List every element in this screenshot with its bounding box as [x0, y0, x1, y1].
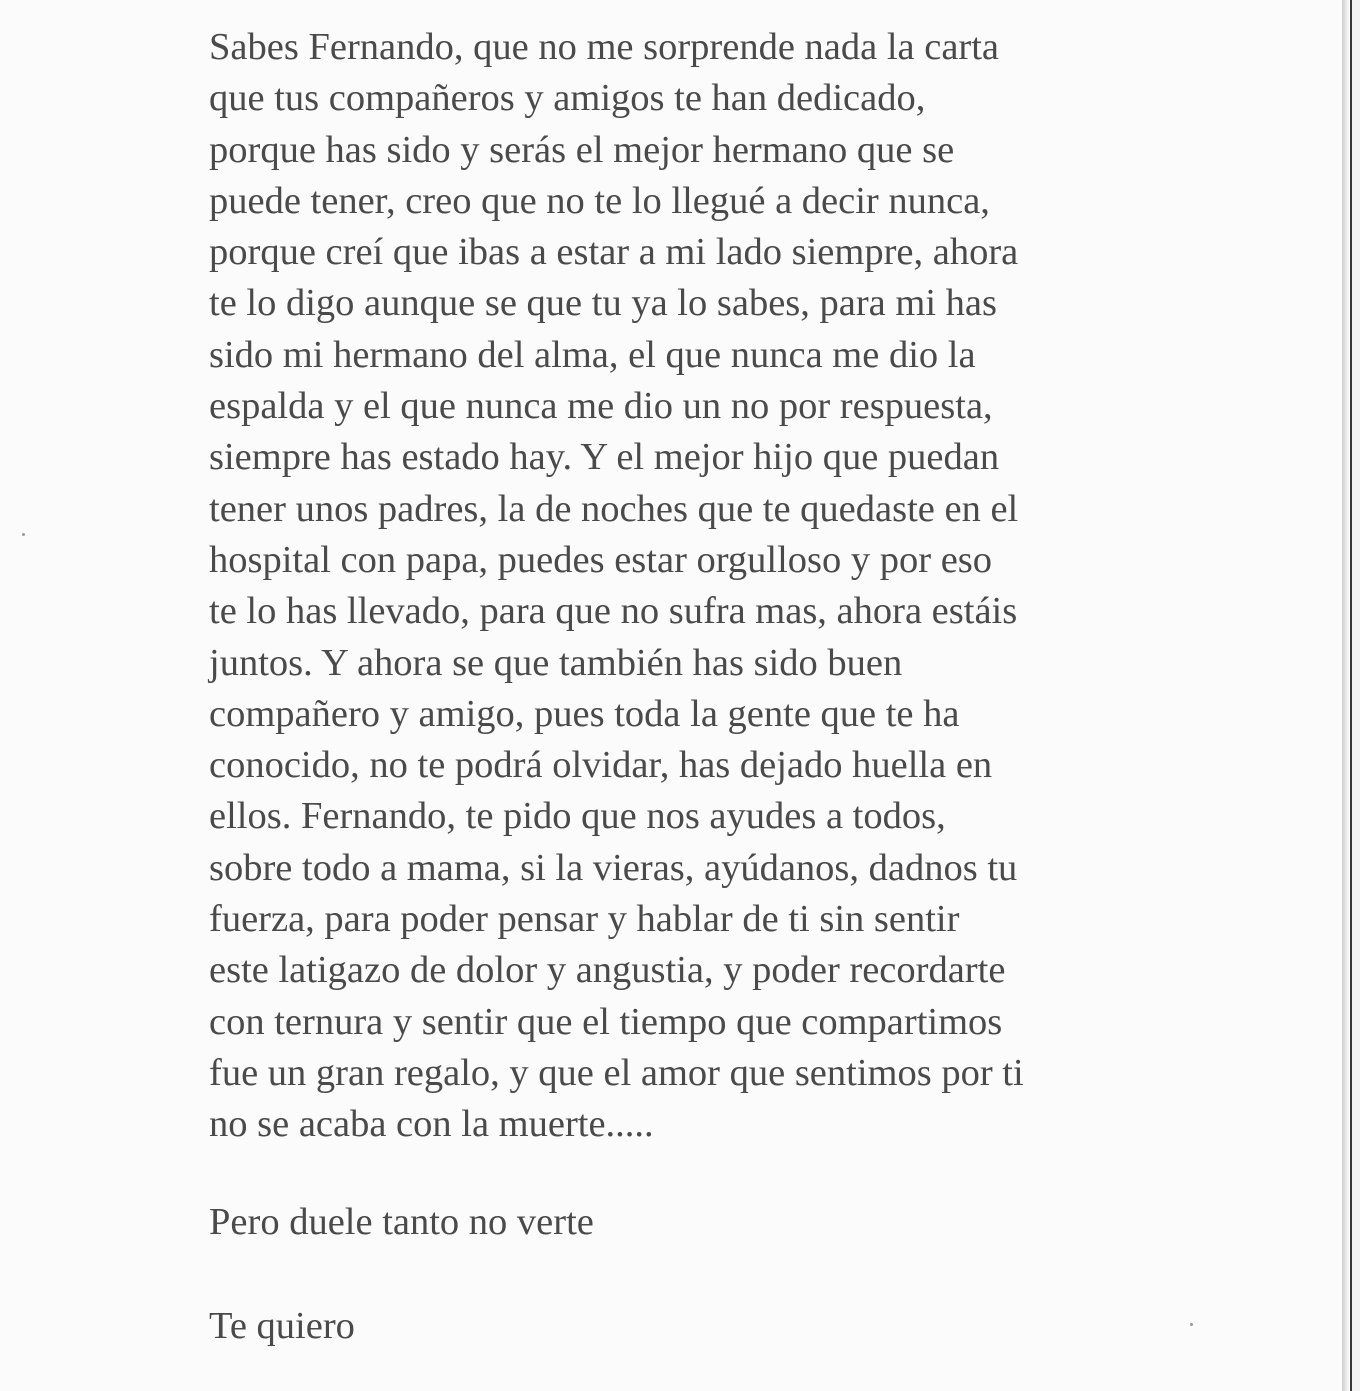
sign-off: Te quiero [209, 1305, 355, 1347]
letter-line: juntos. Y ahora se que también has sido buen [209, 641, 903, 684]
letter-line: no se acaba con la muerte..... [209, 1103, 654, 1146]
scan-speck [1190, 1323, 1193, 1326]
letter-line: ellos. Fernando, te pido que nos ayudes a todos, [209, 795, 946, 838]
page-edge-shadow [1342, 0, 1350, 1391]
letter-line: porque has sido y serás el mejor hermano que se [209, 128, 955, 171]
scan-speck [22, 533, 25, 536]
letter-line: puede tener, creo que no te lo llegué a decir nunca, [209, 179, 990, 222]
letter-line: siempre has estado hay. Y el mejor hijo que puedan [209, 436, 1000, 479]
letter-line: sido mi hermano del alma, el que nunca me dio la [209, 333, 976, 376]
letter-line: fuerza, para poder pensar y hablar de ti sin sentir [209, 898, 960, 941]
letter-line: tener unos padres, la de noches que te quedaste en el [209, 487, 1019, 530]
letter-body [209, 22, 1209, 1151]
letter-line: este latigazo de dolor y angustia, y poder recordarte [209, 949, 1006, 992]
letter-line: te lo digo aunque se que tu ya lo sabes, para mi has [209, 282, 997, 325]
letter-line: Sabes Fernando, que no me sorprende nada la carta [209, 26, 1000, 68]
letter-line: compañero y amigo, pues toda la gente que te ha [209, 692, 960, 735]
letter-line: con ternura y sentir que el tiempo que compartimos [209, 1000, 1003, 1043]
letter-line: espalda y el que nunca me dio un no por respuesta, [209, 385, 993, 428]
letter-line: que tus compañeros y amigos te han dedicado, [209, 77, 926, 120]
letter-line: te lo has llevado, para que no sufra mas, ahora estáis [209, 590, 1018, 633]
letter-line: sobre todo a mama, si la vieras, ayúdanos, dadnos tu [209, 846, 1018, 889]
letter-line: fue un gran regalo, y que el amor que sentimos por ti [209, 1051, 1024, 1094]
letter-line: porque creí que ibas a estar a mi lado siempre, ahora [209, 231, 1019, 274]
closing-line: Pero duele tanto no verte [209, 1201, 594, 1243]
letter-line: hospital con papa, puedes estar orgulloso y por eso [209, 538, 993, 581]
letter-line: conocido, no te podrá olvidar, has dejado huella en [209, 744, 993, 787]
